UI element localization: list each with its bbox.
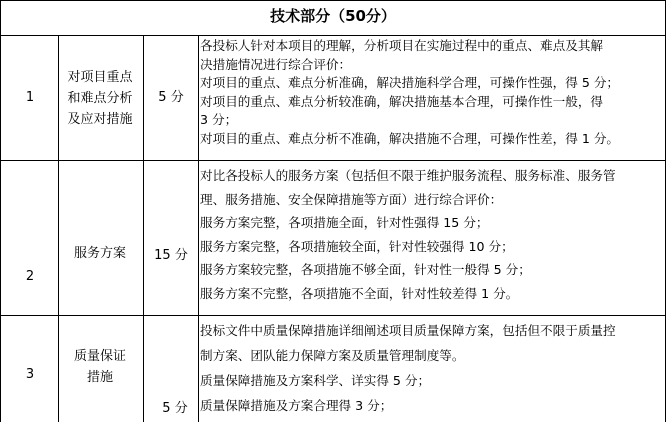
description-line: 服务方案较完整，各项措施不够全面，针对性一般得 5 分；	[200, 262, 531, 277]
description-line: 服务方案完整，各项措施较全面，针对性较强得 10 分；	[200, 238, 514, 254]
description-line: 服务方案完整，各项措施全面，针对性强得 15 分；	[200, 215, 489, 230]
row-score: 5 分	[158, 90, 184, 105]
description-line: 制方案、团队能力保障方案及质量管理制度等。	[200, 348, 465, 363]
description-line: 服务方案不完整，各项措施不全面，针对性较差得 1 分。	[200, 285, 519, 301]
row-item-line: 质量保证	[73, 349, 126, 364]
row-item-line: 及应对措施	[67, 112, 133, 127]
row-description	[200, 164, 666, 305]
description-line: 对比各投标人的服务方案（包括但不限于维护服务流程、服务标准、服务管	[200, 168, 616, 183]
row-description	[200, 318, 666, 418]
row-item	[60, 243, 140, 264]
row-item-line: 对项目重点	[67, 70, 133, 85]
row-item-line: 和难点分析	[67, 91, 133, 106]
border-title-bottom	[0, 35, 666, 36]
description-line: 各投标人针对本项目的理解，分析项目在实施过程中的重点、难点及其解	[200, 38, 603, 53]
row-description	[200, 37, 666, 148]
divider-score	[198, 35, 199, 422]
table-title: 技术部分（50分）	[270, 7, 396, 25]
divider-item	[143, 35, 144, 422]
row-number: 3	[25, 367, 35, 382]
description-line: 对项目的重点、难点分析不准确，解决措施不合理，可操作性差，得 1 分。	[200, 130, 620, 146]
description-line: 对项目的重点、难点分析准确，解决措施科学合理，可操作性强，得 5 分；	[200, 75, 620, 90]
border-left	[0, 0, 1, 422]
row-number: 1	[25, 90, 35, 105]
divider-no	[58, 35, 59, 422]
description-line: 质量保障措施及方案合理得 3 分；	[200, 398, 393, 413]
row-number: 2	[25, 269, 35, 284]
description-line: 对项目的重点、难点分析较准确，解决措施基本合理，可操作性一般，得	[200, 93, 603, 109]
row-item-line: 服务方案	[73, 246, 126, 261]
border-top	[0, 0, 666, 1]
row-score: 5 分	[162, 401, 188, 416]
row-score: 15 分	[154, 248, 188, 263]
description-line: 投标文件中质量保障措施详细阐述项目质量保障方案，包括但不限于质量控	[200, 323, 616, 338]
description-line: 理、服务措施、安全保障措施等方面）进行综合评价：	[200, 191, 503, 207]
description-line: 3 分；	[200, 112, 238, 127]
border-row2-bottom	[0, 315, 666, 316]
row-item-line: 措施	[86, 370, 113, 385]
row-item	[60, 346, 140, 388]
border-row1-bottom	[0, 160, 666, 161]
description-line: 决措施情况进行综合评价：	[200, 56, 352, 72]
row-item	[60, 67, 140, 130]
description-line: 质量保障措施及方案科学、详实得 5 分；	[200, 373, 431, 388]
